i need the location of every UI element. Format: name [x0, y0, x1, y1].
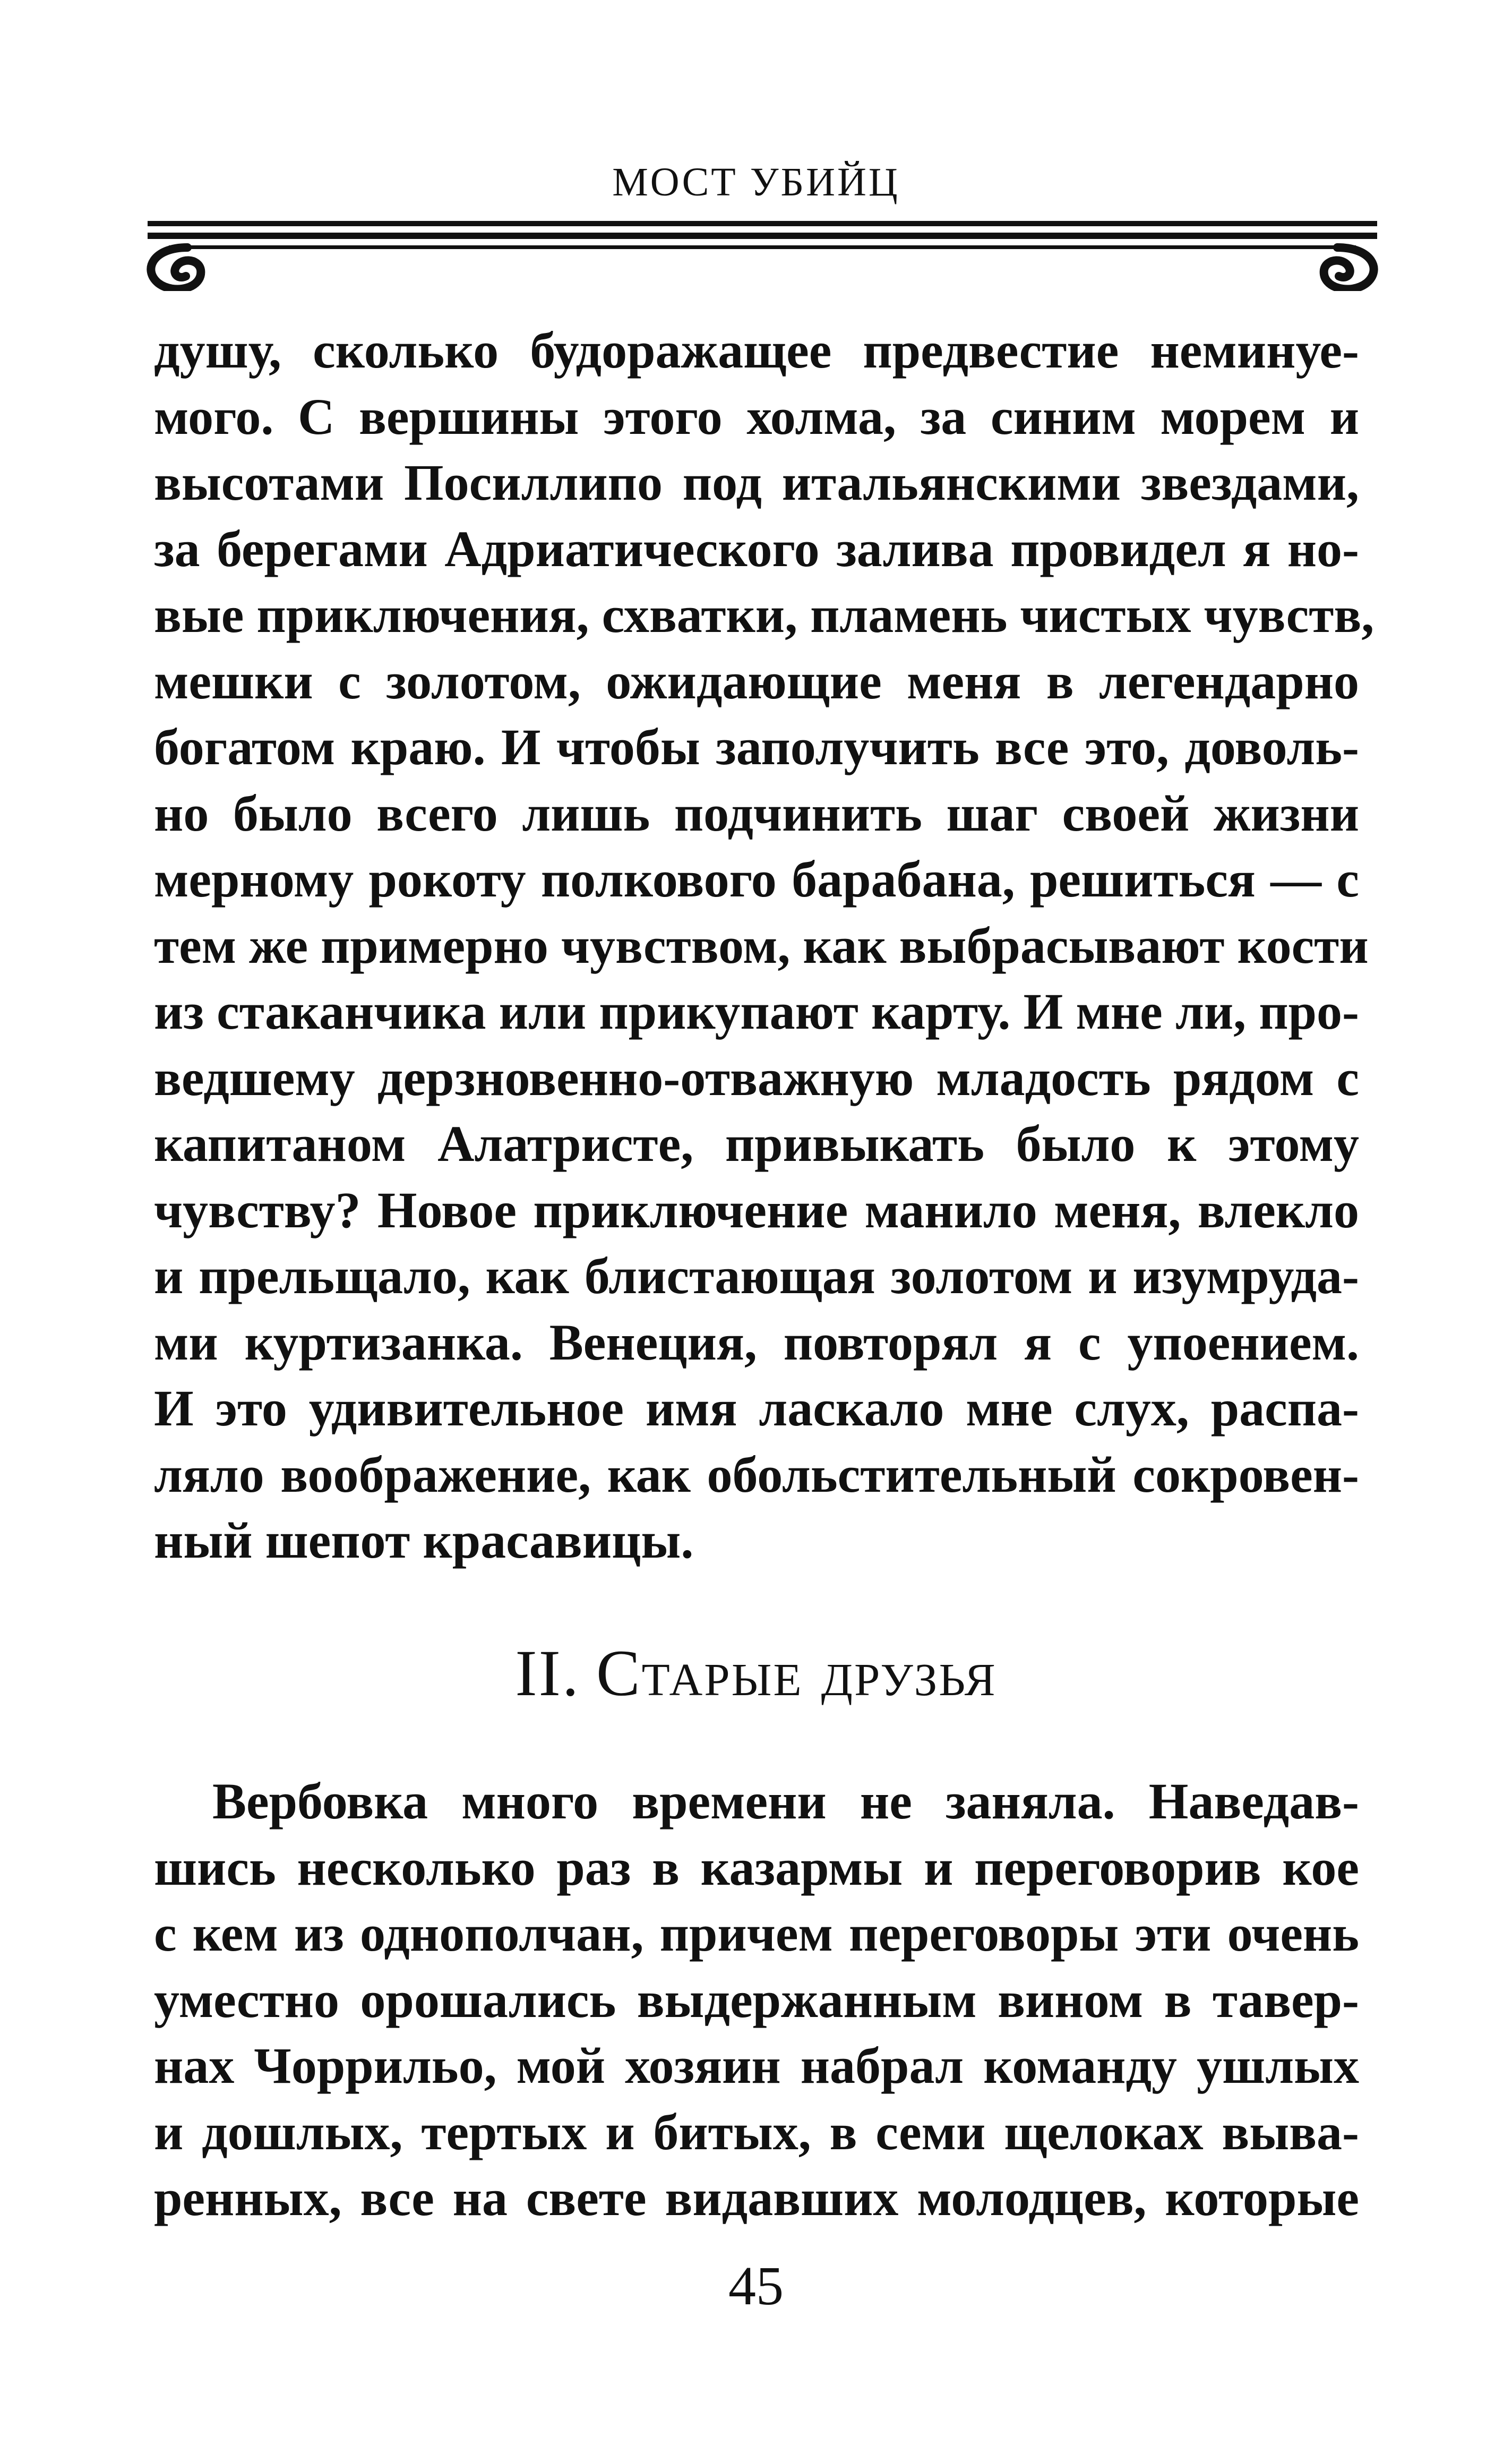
paragraph-2 [154, 1768, 1359, 2232]
text-line: мого. С вершины этого холма, за синим морем и [154, 388, 1359, 445]
text-line: за берегами Адриатического залива провидел я но- [154, 520, 1359, 577]
page-number: 45 [728, 2255, 784, 2317]
text-line: с кем из однополчан, причем переговоры эти очень [154, 1905, 1359, 1962]
paragraph-1 [154, 318, 1374, 1574]
text-line: душу, сколько будоражащее предвестие неминуе- [154, 322, 1359, 379]
text-line: и прельщало, как блистающая золотом и изумруда- [154, 1247, 1359, 1304]
running-head: МОСТ УБИЙЦ [612, 160, 900, 204]
text-line: чувству? Новое приключение манило меня, влекло [154, 1181, 1359, 1238]
text-line: Вербовка много времени не заняла. Наведав- [212, 1773, 1359, 1830]
scroll-ornament-icon [137, 217, 1388, 291]
text-line: нах Чоррильо, мой хозяин набрал команду ушлых [154, 2037, 1359, 2094]
text-line: ренных, все на свете видавших молодцев, которые [154, 2169, 1359, 2226]
text-line: ный шепот красавицы. [154, 1512, 694, 1569]
text-line: тем же примерно чувством, как выбрасывают кости [154, 917, 1369, 974]
text-line: ляло воображение, как обольстительный сокровен- [154, 1446, 1359, 1503]
text-line: мерному рокоту полкового барабана, решиться — с [154, 851, 1359, 908]
chapter-title: Старые друзья [596, 1637, 997, 1710]
text-line: мешки с золотом, ожидающие меня в легендарно [154, 652, 1359, 710]
text-line: и дошлых, тертых и битых, в семи щелоках выва- [154, 2103, 1359, 2160]
text-line: но было всего лишь подчинить шаг своей жизни [154, 784, 1359, 842]
text-line: богатом краю. И чтобы заполучить все это, доволь- [154, 719, 1359, 775]
text-line: И это удивительное имя ласкало мне слух, распа- [154, 1380, 1359, 1437]
chapter-heading [0, 1636, 1512, 1711]
text-line: уместно орошались выдержанным вином в тавер- [154, 1971, 1359, 2028]
text-line: капитаном Алатристе, привыкать было к этому [154, 1115, 1359, 1172]
text-line: ведшему дерзновенно-отважную младость рядом с [154, 1049, 1359, 1106]
text-line: шись несколько раз в казармы и переговорив кое [154, 1839, 1359, 1896]
text-line: высотами Посиллипо под итальянскими звездами, [154, 454, 1359, 511]
text-line: вые приключения, схватки, пламень чистых чувств, [154, 586, 1374, 643]
text-line: из стаканчика или прикупают карту. И мне ли, про- [154, 983, 1359, 1040]
chapter-number: II. [515, 1637, 580, 1710]
text-line: ми куртизанка. Венеция, повторял я с упоением. [154, 1313, 1359, 1371]
